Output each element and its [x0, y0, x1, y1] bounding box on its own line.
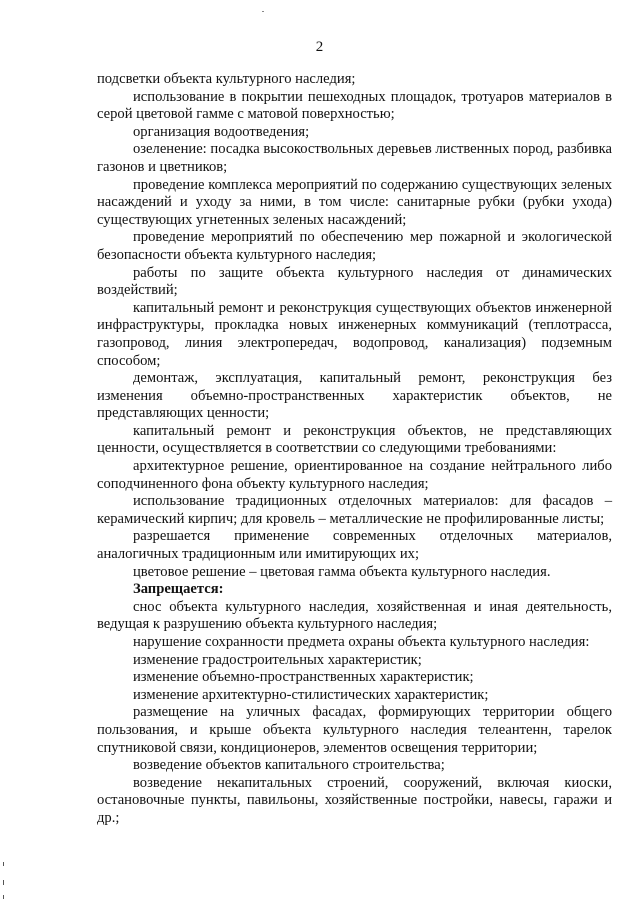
paragraph: разрешается применение современных отделочных материалов, аналогичных традиционным или имитирующих их;: [97, 528, 612, 563]
document-body: [97, 71, 612, 828]
paragraph: изменение архитектурно-стилистических характеристик;: [133, 686, 489, 703]
scan-speck: [262, 11, 264, 12]
paragraph: использование в покрытии пешеходных площадок, тротуаров материалов в серой цветовой гамме с матовой поверхностью;: [97, 88, 612, 123]
paragraph: изменение объемно-пространственных характеристик;: [133, 669, 474, 686]
scan-edge-mark: [3, 880, 4, 885]
scan-edge-mark: [3, 895, 4, 899]
paragraph: размещение на уличных фасадах, формирующих территории общего пользования, и крыше объекта культурного наследия телеантенн, тарелок спутниковой связи, кондиционеров, элементов освещения территории;: [97, 704, 612, 756]
paragraph: капитальный ремонт и реконструкция объектов, не представляющих ценности, осуществляется в соответствии со следующими требованиями:: [97, 422, 612, 457]
section-heading-prohibited: Запрещается:: [133, 581, 224, 598]
paragraph: нарушение сохранности предмета охраны объекта культурного наследия:: [133, 634, 590, 650]
paragraph-continuation: подсветки объекта культурного наследия;: [97, 71, 356, 87]
paragraph: демонтаж, эксплуатация, капитальный ремонт, реконструкция без изменения объемно-пространственных характеристик объектов, не представляющих ценности;: [97, 370, 612, 422]
paragraph: озеленение: посадка высокоствольных деревьев лиственных пород, разбивка газонов и цветников;: [97, 141, 612, 175]
paragraph: организация водоотведения;: [133, 123, 310, 140]
paragraph: цветовое решение – цветовая гамма объекта культурного наследия.: [133, 563, 551, 580]
paragraph: капитальный ремонт и реконструкция существующих объектов инженерной инфраструктуры, прокладка новых инженерных коммуникаций (теплотрасса, газопровод, линия электропередач, водопровод, канализация) подземным способом;: [97, 299, 612, 369]
paragraph: возведение объектов капитального строительства;: [133, 757, 445, 774]
scan-edge-mark: [3, 862, 4, 866]
paragraph: возведение некапитальных строений, сооружений, включая киоски, остановочные пункты, павильоны, хозяйственные постройки, навесы, гаражи и др.;: [97, 774, 612, 826]
page-number: 2: [315, 39, 324, 55]
paragraph: снос объекта культурного наследия, хозяйственная и иная деятельность, ведущая к разрушению объекта культурного наследия;: [97, 598, 612, 633]
paragraph: использование традиционных отделочных материалов: для фасадов – керамический кирпич; для кровель – металлические не профилированные листы;: [97, 493, 612, 527]
paragraph: архитектурное решение, ориентированное на создание нейтрального либо соподчиненного фона объекту культурного наследия;: [97, 458, 612, 492]
paragraph: проведение мероприятий по обеспечению мер пожарной и экологической безопасности объекта культурного наследия;: [97, 229, 612, 263]
paragraph: изменение градостроительных характеристик;: [133, 651, 422, 668]
paragraph: работы по защите объекта культурного наследия от динамических воздействий;: [97, 264, 612, 299]
paragraph: проведение комплекса мероприятий по содержанию существующих зеленых насаждений и уходу за ними, в том числе: санитарные рубки (рубки ухода) существующих угнетенных зеленых насаждений;: [97, 176, 612, 228]
